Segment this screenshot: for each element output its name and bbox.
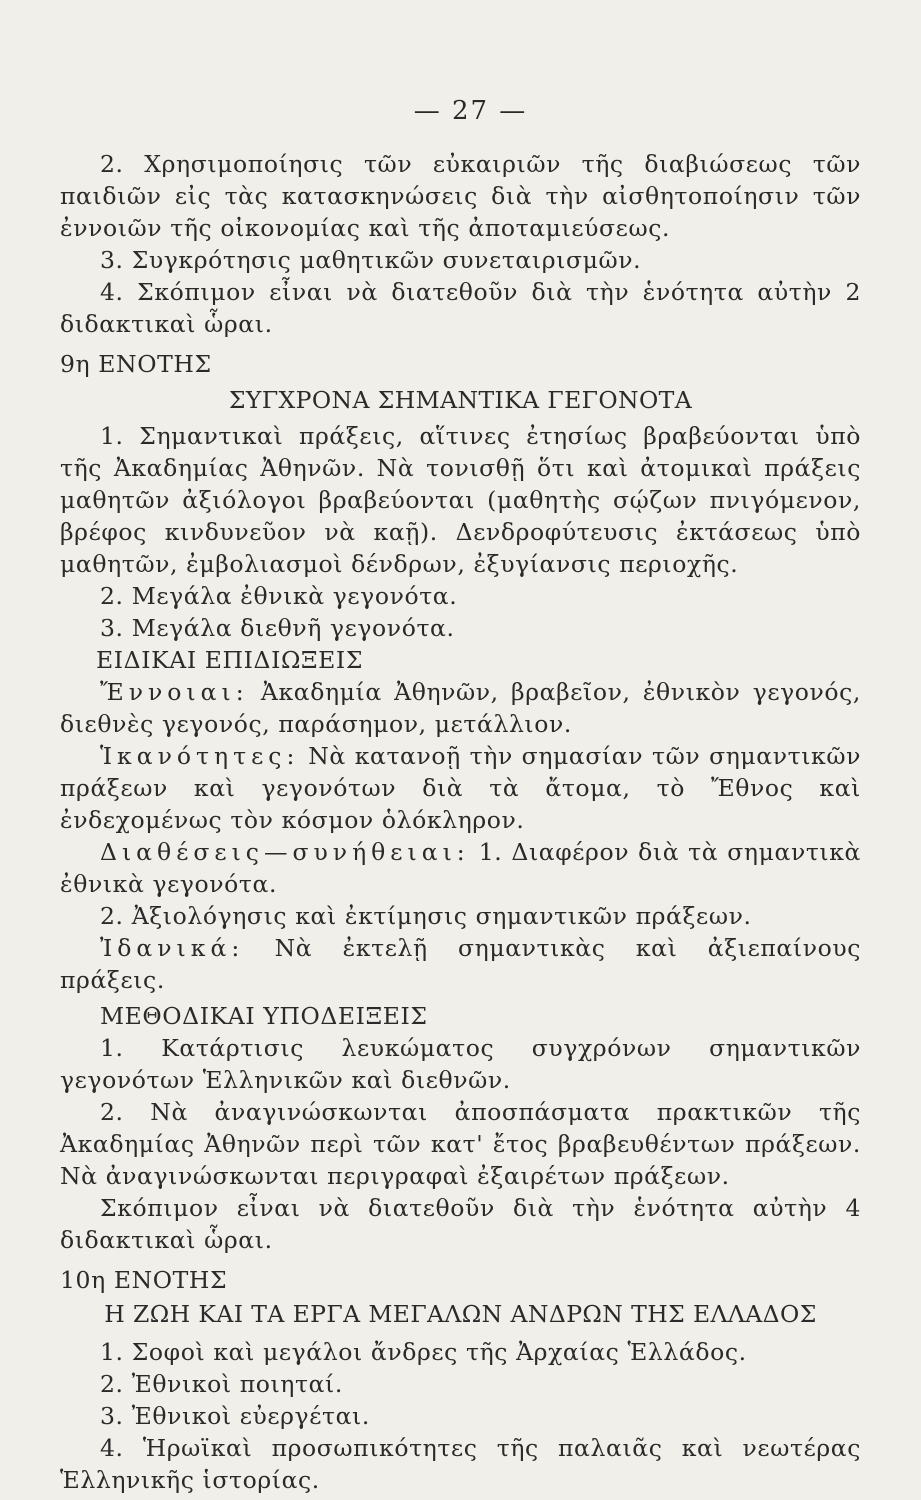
unit-heading: 9η ΕΝΟΤΗΣ bbox=[60, 350, 212, 378]
unit-title: Η ΖΩΗ ΚΑΙ ΤΑ ΕΡΓΑ ΜΕΓΑΛΩΝ ΑΝΔΡΩΝ ΤΗΣ ΕΛΛΑΔΟΣ bbox=[104, 1300, 817, 1328]
spaced-label: Ἰδανικά: bbox=[100, 934, 245, 962]
paragraph: 1. Κατάρτισις λευκώματος συγχρόνων σημαντικῶν γεγονότων Ἑλληνικῶν καὶ διεθνῶν. bbox=[60, 1034, 861, 1094]
paragraph: 2. Μεγάλα ἐθνικὰ γεγονότα. bbox=[100, 582, 458, 610]
unit-heading: 10η ΕΝΟΤΗΣ bbox=[60, 1266, 228, 1294]
paragraph: 2. Νὰ ἀναγινώσκωνται ἀποσπάσματα πρακτικῶν τῆς Ἀκαδημίας Ἀθηνῶν περὶ τῶν κατ' ἔτος βραβευθέντων πράξεων. Νὰ ἀναγινώσκωνται περιγραφαὶ ἐξαιρέτων πράξεων. bbox=[60, 1098, 861, 1190]
paragraph bbox=[60, 740, 861, 836]
list-item: 2. Ἐθνικοὶ ποιηταί. bbox=[100, 1370, 343, 1398]
list-item: 1. Σοφοὶ καὶ μεγάλοι ἄνδρες τῆς Ἀρχαίας Ἑλλάδος. bbox=[100, 1338, 747, 1366]
paragraph: 1. Σημαντικαὶ πράξεις, αἵτινες ἐτησίως βραβεύονται ὑπὸ τῆς Ἀκαδημίας Ἀθηνῶν. Νὰ τονισθῇ ὅτι καὶ ἀτομικαὶ πράξεις μαθητῶν ἀξιόλογοι βραβεύονται (μαθητὴς σῴζων πνιγόμενον, βρέφος κινδυνεῦον νὰ καῇ). Δενδροφύτευσις ἐκτάσεως ὑπὸ μαθητῶν, ἐμβολιασμοὶ δένδρων, ἐξυγίανσις περιοχῆς. bbox=[60, 422, 861, 578]
paragraph bbox=[60, 932, 861, 996]
page-body bbox=[60, 148, 861, 1496]
paragraph bbox=[60, 676, 861, 740]
list-item: 4. Ἡρωϊκαὶ προσωπικότητες τῆς παλαιᾶς καὶ νεωτέρας Ἑλληνικῆς ἱστορίας. bbox=[60, 1434, 861, 1494]
paragraph: 3. Μεγάλα διεθνῆ γεγονότα. bbox=[100, 614, 455, 642]
page-number: — 27 — bbox=[413, 96, 528, 126]
spaced-label: Διαθέσεις—συνήθειαι: bbox=[100, 838, 470, 866]
paragraph: 2. Ἀξιολόγησις καὶ ἐκτίμησις σημαντικῶν πράξεων. bbox=[100, 902, 752, 930]
spaced-label: Ἔννοιαι: bbox=[100, 678, 249, 706]
paragraph bbox=[60, 836, 861, 900]
paragraph: 4. Σκόπιμον εἶναι νὰ διατεθοῦν διὰ τὴν ἑνότητα αὐτὴν 2 διδακτικαὶ ὧραι. bbox=[60, 278, 861, 338]
list-item: 3. Ἐθνικοὶ εὐεργέται. bbox=[100, 1402, 370, 1430]
spaced-label: Ἱκανότητες: bbox=[100, 742, 300, 770]
paragraph-text: Νὰ κατανοῇ τὴν σημασίαν τῶν σημαντικῶν πράξεων καὶ γεγονότων διὰ τὰ ἄτομα, τὸ Ἔθνος καὶ ἐνδεχομένως τὸν κόσμον ὁλόκληρον. bbox=[60, 742, 861, 834]
section-heading: ΜΕΘΟΔΙΚΑΙ ΥΠΟΔΕΙΞΕΙΣ bbox=[100, 1002, 428, 1030]
paragraph-text: Νὰ ἐκτελῇ σημαντικὰς καὶ ἀξιεπαίνους πράξεις. bbox=[60, 934, 861, 994]
paragraph: 2. Χρησιμοποίησις τῶν εὐκαιριῶν τῆς διαβιώσεως τῶν παιδιῶν εἰς τὰς κατασκηνώσεις διὰ τὴν αἰσθητοποίησιν τῶν ἐννοιῶν τῆς οἰκονομίας καὶ τῆς ἀποταμιεύσεως. bbox=[60, 150, 861, 242]
paragraph: Σκόπιμον εἶναι νὰ διατεθοῦν διὰ τὴν ἑνότητα αὐτὴν 4 διδακτικαὶ ὧραι. bbox=[60, 1194, 861, 1254]
paragraph-text: Ἀκαδημία Ἀθηνῶν, βραβεῖον, ἐθνικὸν γεγονός, διεθνὲς γεγονός, παράσημον, μετάλλιον. bbox=[60, 678, 861, 738]
unit-title: ΣΥΓΧΡΟΝΑ ΣΗΜΑΝΤΙΚΑ ΓΕΓΟΝΟΤΑ bbox=[228, 386, 693, 414]
section-heading: ΕΙΔΙΚΑΙ ΕΠΙΔΙΩΞΕΙΣ bbox=[96, 646, 364, 674]
paragraph-text: 1. Διαφέρον διὰ τὰ σημαντικὰ ἐθνικὰ γεγονότα. bbox=[60, 838, 861, 898]
paragraph: 3. Συγκρότησις μαθητικῶν συνεταιρισμῶν. bbox=[100, 246, 642, 274]
